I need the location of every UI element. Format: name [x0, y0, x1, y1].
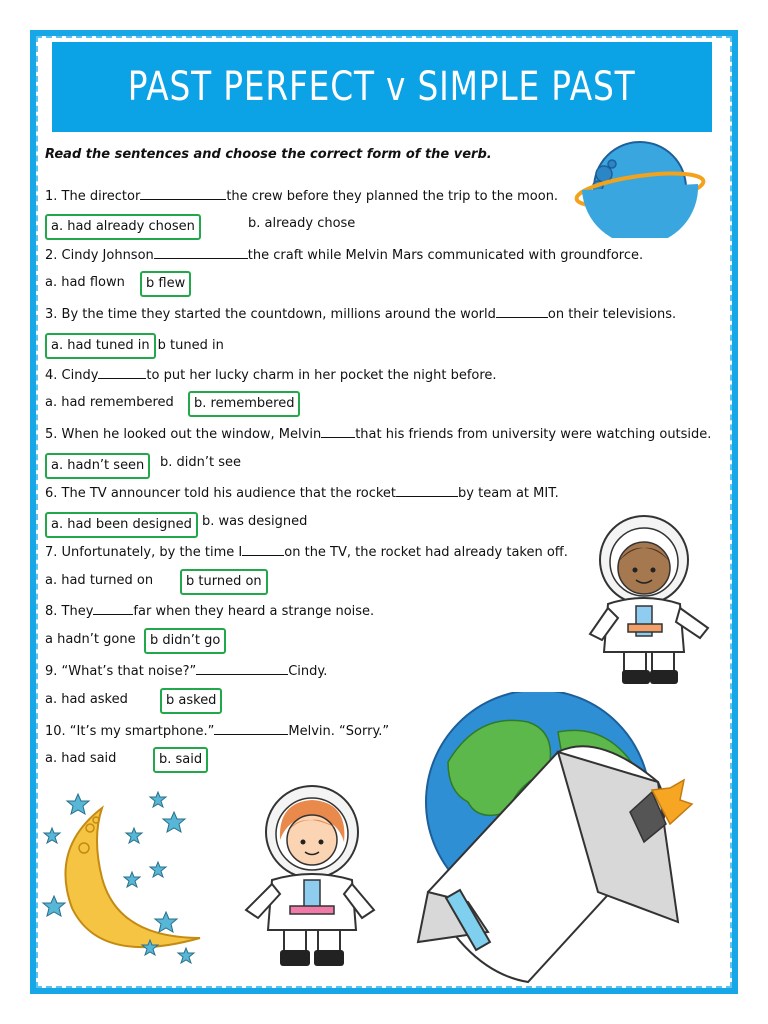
option-a[interactable]: a. hadn’t seen	[45, 453, 150, 479]
page-title: PAST PERFECT v SIMPLE PAST	[128, 64, 636, 110]
option-a[interactable]: a. had turned on	[45, 573, 154, 588]
option-b[interactable]: b asked	[160, 688, 222, 714]
boy-astronaut-illustration	[588, 512, 716, 687]
earth-shuttle-illustration	[408, 692, 708, 992]
title-banner	[52, 42, 712, 132]
options-10	[45, 749, 203, 769]
options-2	[45, 273, 186, 293]
planet-illustration	[572, 138, 712, 238]
question-5: 5. When he looked out the window, Melvin that his friends from university were watching outside.	[45, 423, 711, 445]
option-a[interactable]: a. had already chosen	[45, 214, 201, 240]
question-3: 3. By the time they started the countdown, millions around the world on their televisions.	[45, 303, 676, 325]
option-a[interactable]: a. had been designed	[45, 512, 198, 538]
options-5	[45, 453, 242, 479]
question-9: 9. “What’s that noise?” Cindy.	[45, 660, 327, 682]
options-1	[45, 214, 356, 240]
option-a[interactable]: a. had tuned in	[45, 333, 156, 359]
moon-stars-illustration	[40, 788, 220, 968]
option-b[interactable]: b. already chose	[248, 216, 356, 231]
option-b[interactable]: b didn’t go	[144, 628, 226, 654]
answer-blank	[196, 660, 288, 675]
answer-blank	[140, 185, 226, 200]
question-4: 4. Cindy to put her lucky charm in her pocket the night before.	[45, 364, 497, 386]
option-a[interactable]: a. had asked	[45, 692, 128, 707]
option-b[interactable]: b flew	[140, 271, 191, 297]
option-a[interactable]: a hadn’t gone	[45, 632, 136, 647]
answer-blank	[396, 482, 458, 497]
options-9	[45, 690, 217, 710]
answer-blank	[93, 600, 133, 615]
girl-astronaut-illustration	[240, 780, 380, 975]
option-a[interactable]: a. had remembered	[45, 395, 174, 410]
question-10: 10. “It’s my smartphone.” Melvin. “Sorry.”	[45, 720, 389, 742]
question-8: 8. They far when they heard a strange noise.	[45, 600, 374, 622]
question-6: 6. The TV announcer told his audience that the rocket by team at MIT.	[45, 482, 559, 504]
options-6	[45, 512, 308, 538]
option-a[interactable]: a. had said	[45, 751, 117, 766]
option-a[interactable]: a. had flown	[45, 275, 125, 290]
question-7: 7. Unfortunately, by the time I on the TV, the rocket had already taken off.	[45, 541, 568, 563]
question-2: 2. Cindy Johnson the craft while Melvin Mars communicated with groundforce.	[45, 244, 643, 266]
answer-blank	[214, 720, 288, 735]
option-b[interactable]: b turned on	[180, 569, 268, 595]
options-4	[45, 393, 295, 413]
option-b[interactable]: b tuned in	[157, 338, 224, 353]
options-3	[45, 333, 224, 359]
answer-blank	[321, 423, 355, 438]
option-b[interactable]: b. was designed	[202, 514, 308, 529]
answer-blank	[98, 364, 146, 379]
answer-blank	[154, 244, 248, 259]
option-b[interactable]: b. didn’t see	[160, 455, 242, 470]
question-1: 1. The director the crew before they planned the trip to the moon.	[45, 185, 558, 207]
options-7	[45, 571, 262, 591]
option-b[interactable]: b. remembered	[188, 391, 300, 417]
instructions: Read the sentences and choose the correct form of the verb.	[45, 147, 492, 162]
options-8	[45, 630, 221, 650]
answer-blank	[242, 541, 284, 556]
answer-blank	[496, 303, 548, 318]
option-b[interactable]: b. said	[153, 747, 208, 773]
